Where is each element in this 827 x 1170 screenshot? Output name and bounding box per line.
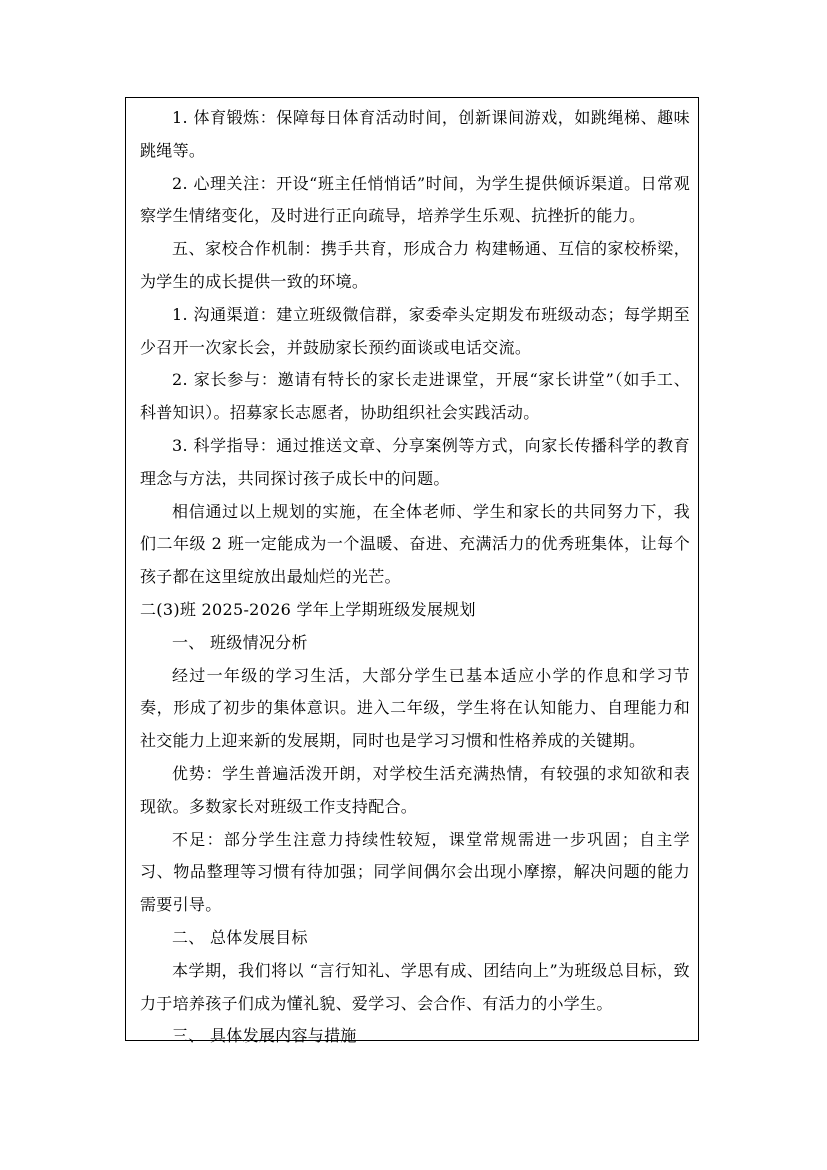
paragraph-home-school: 五、家校合作机制：携手共育，形成合力 构建畅通、互信的家校桥梁，为学生的成长提供一致的环境。 <box>140 239 690 291</box>
paragraph-mental-care: 2. 心理关注：开设“班主任悄悄话”时间，为学生提供倾诉渠道。日常观察学生情绪变化，及时进行正向疏导，培养学生乐观、抗挫折的能力。 <box>140 173 690 226</box>
paragraph-scientific-guidance: 3. 科学指导：通过推送文章、分享案例等方式，向家长传播科学的教育理念与方法，共同探讨孩子成长中的问题。 <box>140 435 690 488</box>
paragraph-weaknesses: 不足：部分学生注意力持续性较短，课堂常规需进一步巩固；自主学习、物品整理等习惯有待加强；同学间偶尔会出现小摩擦，解决问题的能力需要引导。 <box>140 829 690 915</box>
paragraph-strengths: 优势：学生普遍活泼开朗，对学校生活充满热情，有较强的求知欲和表现欲。多数家长对班级工作支持配合。 <box>140 763 690 816</box>
paragraph-conclusion: 相信通过以上规划的实施，在全体老师、学生和家长的共同努力下，我们二年级 2 班一定能成为一个温暖、奋进、充满活力的优秀班集体，让每个孩子都在这里绽放出最灿烂的光芒。 <box>140 501 690 587</box>
section-heading-2: 二、 总体发展目标 <box>172 927 308 947</box>
document-body <box>126 98 698 1053</box>
paragraph-goal: 本学期，我们将以 “言行知礼、学思有成、团结向上”为班级总目标，致力于培养孩子们成为懂礼貌、爱学习、会合作、有活力的小学生。 <box>140 960 690 1013</box>
paragraph-communication: 1. 沟通渠道：建立班级微信群，家委牵头定期发布班级动态；每学期至少召开一次家长会，并鼓励家长预约面谈或电话交流。 <box>140 304 690 357</box>
section-heading-1: 一、 班级情况分析 <box>172 632 308 652</box>
section-heading-3: 三、 具体发展内容与措施 <box>172 1026 357 1046</box>
paragraph-analysis: 经过一年级的学习生活，大部分学生已基本适应小学的作息和学习节奏，形成了初步的集体意识。进入二年级，学生将在认知能力、自理能力和社交能力上迎来新的发展期，同时也是学习习惯和性格养成的关键期。 <box>140 665 690 751</box>
paragraph-parent-participation: 2. 家长参与：邀请有特长的家长走进课堂，开展“家长讲堂”（如手工、科普知识）。招募家长志愿者，协助组织社会实践活动。 <box>140 370 690 423</box>
plan-title: 二(3)班 2025-2026 学年上学期班级发展规划 <box>140 599 476 619</box>
paragraph-sports: 1. 体育锻炼：保障每日体育活动时间，创新课间游戏，如跳绳梯、趣味跳绳等。 <box>140 108 690 160</box>
document-table-cell <box>125 97 699 1046</box>
